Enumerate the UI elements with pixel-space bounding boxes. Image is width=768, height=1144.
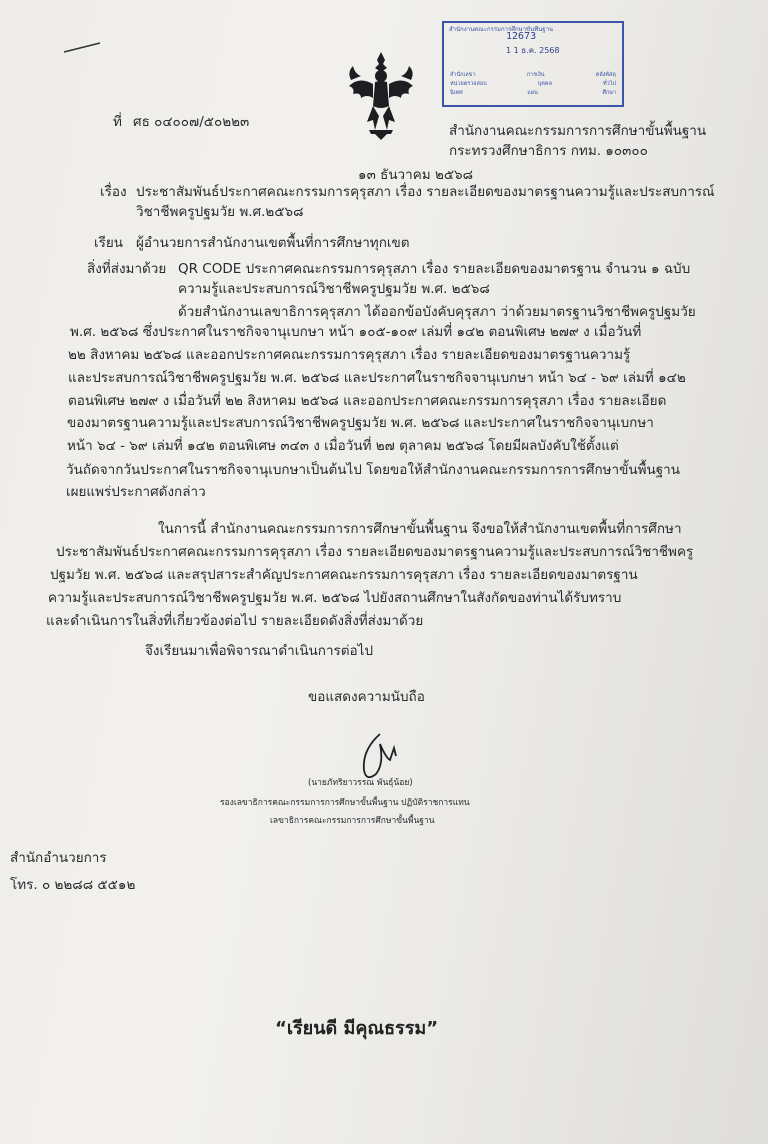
stamp-item: คลังพัสดุ	[595, 72, 616, 78]
paragraph-line: ประชาสัมพันธ์ประกาศคณะกรรมการคุรุสภา เรื่อง รายละเอียดของมาตรฐานความรู้และประสบการณ์วิชาชีพครู	[56, 544, 694, 560]
stamp-header: สำนักงานคณะกรรมการศึกษาขั้นพื้นฐาน	[449, 26, 554, 33]
contact-phone: โทร. ๐ ๒๒๘๘ ๕๕๑๒	[10, 877, 136, 893]
ref-label: ที่	[113, 114, 122, 130]
office-name: สำนักงานคณะกรรมการการศึกษาขั้นพื้นฐาน	[449, 123, 707, 139]
stamp-item: สำนักเลขา	[450, 72, 476, 78]
stamp-item: การเงิน	[526, 72, 545, 78]
signer-title: รองเลขาธิการคณะกรรมการการศึกษาขั้นพื้นฐาน ปฏิบัติราชการแทน	[220, 798, 470, 808]
recipient: ผู้อำนวยการสำนักงานเขตพื้นที่การศึกษาทุกเขต	[136, 235, 410, 251]
to-label: เรียน	[94, 235, 124, 251]
stamp-checklist	[450, 71, 616, 98]
paragraph-line: ๒๒ สิงหาคม ๒๕๖๘ และออกประกาศคณะกรรมการคุรุสภา เรื่อง รายละเอียดของมาตรฐานความรู้	[68, 347, 631, 363]
stamp-number: 12673	[506, 31, 537, 42]
paragraph-line: หน้า ๖๔ - ๖๙ เล่มที่ ๑๔๒ ตอนพิเศษ ๓๔๓ ง เมื่อวันที่ ๒๗ ตุลาคม ๒๕๖๘ โดยมีผลบังคับใช้ตั้งแต่	[67, 438, 619, 454]
stamp-date: 1 1 ธ.ค. 2568	[506, 46, 560, 55]
garuda-emblem-icon	[345, 50, 417, 142]
stamp-item: บุคคล	[537, 81, 552, 87]
paragraph-line: วันถัดจากวันประกาศในราชกิจจานุเบกษาเป็นต้นไป โดยขอให้สำนักงานคณะกรรมการการศึกษาขั้นพื้นฐาน	[66, 462, 680, 478]
signer-name: (นายภัทริยาวรรณ พันธุ์น้อย)	[308, 778, 413, 788]
closing-line: จึงเรียนมาเพื่อพิจารณาดำเนินการต่อไป	[145, 643, 374, 659]
paragraph-line: และประสบการณ์วิชาชีพครูปฐมวัย พ.ศ. ๒๕๖๘ และประกาศในราชกิจจานุเบกษา หน้า ๖๔ - ๖๙ เล่มที่ ๑๔๒	[68, 370, 686, 386]
paragraph-line: ความรู้และประสบการณ์วิชาชีพครูปฐมวัย พ.ศ. ๒๕๖๘ ไปยังสถานศึกษาในสังกัดของท่านได้รับทราบ	[48, 590, 622, 606]
ref-number: ศธ ๐๔๐๐๗/๕๐๒๒๓	[133, 114, 250, 130]
stamp-item: นิเทศ	[450, 90, 463, 96]
enclosure-line: ความรู้และประสบการณ์วิชาชีพครูปฐมวัย พ.ศ. ๒๕๖๘	[178, 281, 490, 297]
signature	[350, 730, 410, 785]
paragraph-line: ของมาตรฐานความรู้และประสบการณ์วิชาชีพครูปฐมวัย พ.ศ. ๒๕๖๘ และประกาศในราชกิจจานุเบกษา	[67, 415, 654, 431]
paragraph-line: ตอนพิเศษ ๒๗๙ ง เมื่อวันที่ ๒๒ สิงหาคม ๒๕๖๘ และออกประกาศคณะกรรมการคุรุสภา เรื่อง รายละเอียด	[68, 393, 667, 409]
paragraph-line: และดำเนินการในสิ่งที่เกี่ยวข้องต่อไป รายละเอียดดังสิ่งที่ส่งมาด้วย	[46, 613, 424, 629]
stamp-item: ศึกษา	[602, 90, 616, 96]
paragraph-line: ในการนี้ สำนักงานคณะกรรมการการศึกษาขั้นพื้นฐาน จึงขอให้สำนักงานเขตพื้นที่การศึกษา	[158, 521, 682, 537]
subject-line: ประชาสัมพันธ์ประกาศคณะกรรมการคุรุสภา เรื่อง รายละเอียดของมาตรฐานความรู้และประสบการณ์	[136, 184, 715, 200]
pen-mark	[62, 40, 102, 54]
subject-line: วิชาชีพครูปฐมวัย พ.ศ.๒๕๖๘	[136, 204, 304, 220]
enclosure-label: สิ่งที่ส่งมาด้วย	[87, 261, 167, 277]
office-address: กระทรวงศึกษาธิการ กทม. ๑๐๓๐๐	[449, 143, 648, 159]
letter-date: ๑๓ ธันวาคม ๒๕๖๘	[358, 167, 474, 183]
contact-unit: สำนักอำนวยการ	[10, 850, 107, 866]
paragraph-line: พ.ศ. ๒๕๖๘ ซึ่งประกาศในราชกิจจานุเบกษา หน้า ๑๐๕-๑๐๙ เล่มที่ ๑๔๒ ตอนพิเศษ ๒๗๙ ง เมื่อวันที่	[70, 324, 642, 340]
subject-label: เรื่อง	[100, 184, 127, 200]
enclosure-line: QR CODE ประกาศคณะกรรมการคุรุสภา เรื่อง รายละเอียดของมาตรฐาน จำนวน ๑ ฉบับ	[178, 261, 691, 277]
paragraph-line: ปฐมวัย พ.ศ. ๒๕๖๘ และสรุปสาระสำคัญประกาศคณะกรรมการคุรุสภา เรื่อง รายละเอียดของมาตรฐาน	[50, 567, 638, 583]
stamp-item: หน่วยตรวจสอบ	[450, 81, 487, 87]
receiving-stamp	[442, 21, 624, 107]
signer-title: เลขาธิการคณะกรรมการการศึกษาขั้นพื้นฐาน	[270, 816, 435, 826]
stamp-item: ทั่วไป	[603, 81, 616, 87]
stamp-item: แผน	[527, 90, 538, 96]
regards: ขอแสดงความนับถือ	[308, 689, 425, 705]
motto: “เรียนดี มีคุณธรรม”	[275, 1018, 439, 1039]
paragraph-line: ด้วยสำนักงานเลขาธิการคุรุสภา ได้ออกข้อบังคับคุรุสภา ว่าด้วยมาตรฐานวิชาชีพครูปฐมวัย	[178, 304, 696, 320]
paragraph-line: เผยแพร่ประกาศดังกล่าว	[66, 484, 206, 500]
